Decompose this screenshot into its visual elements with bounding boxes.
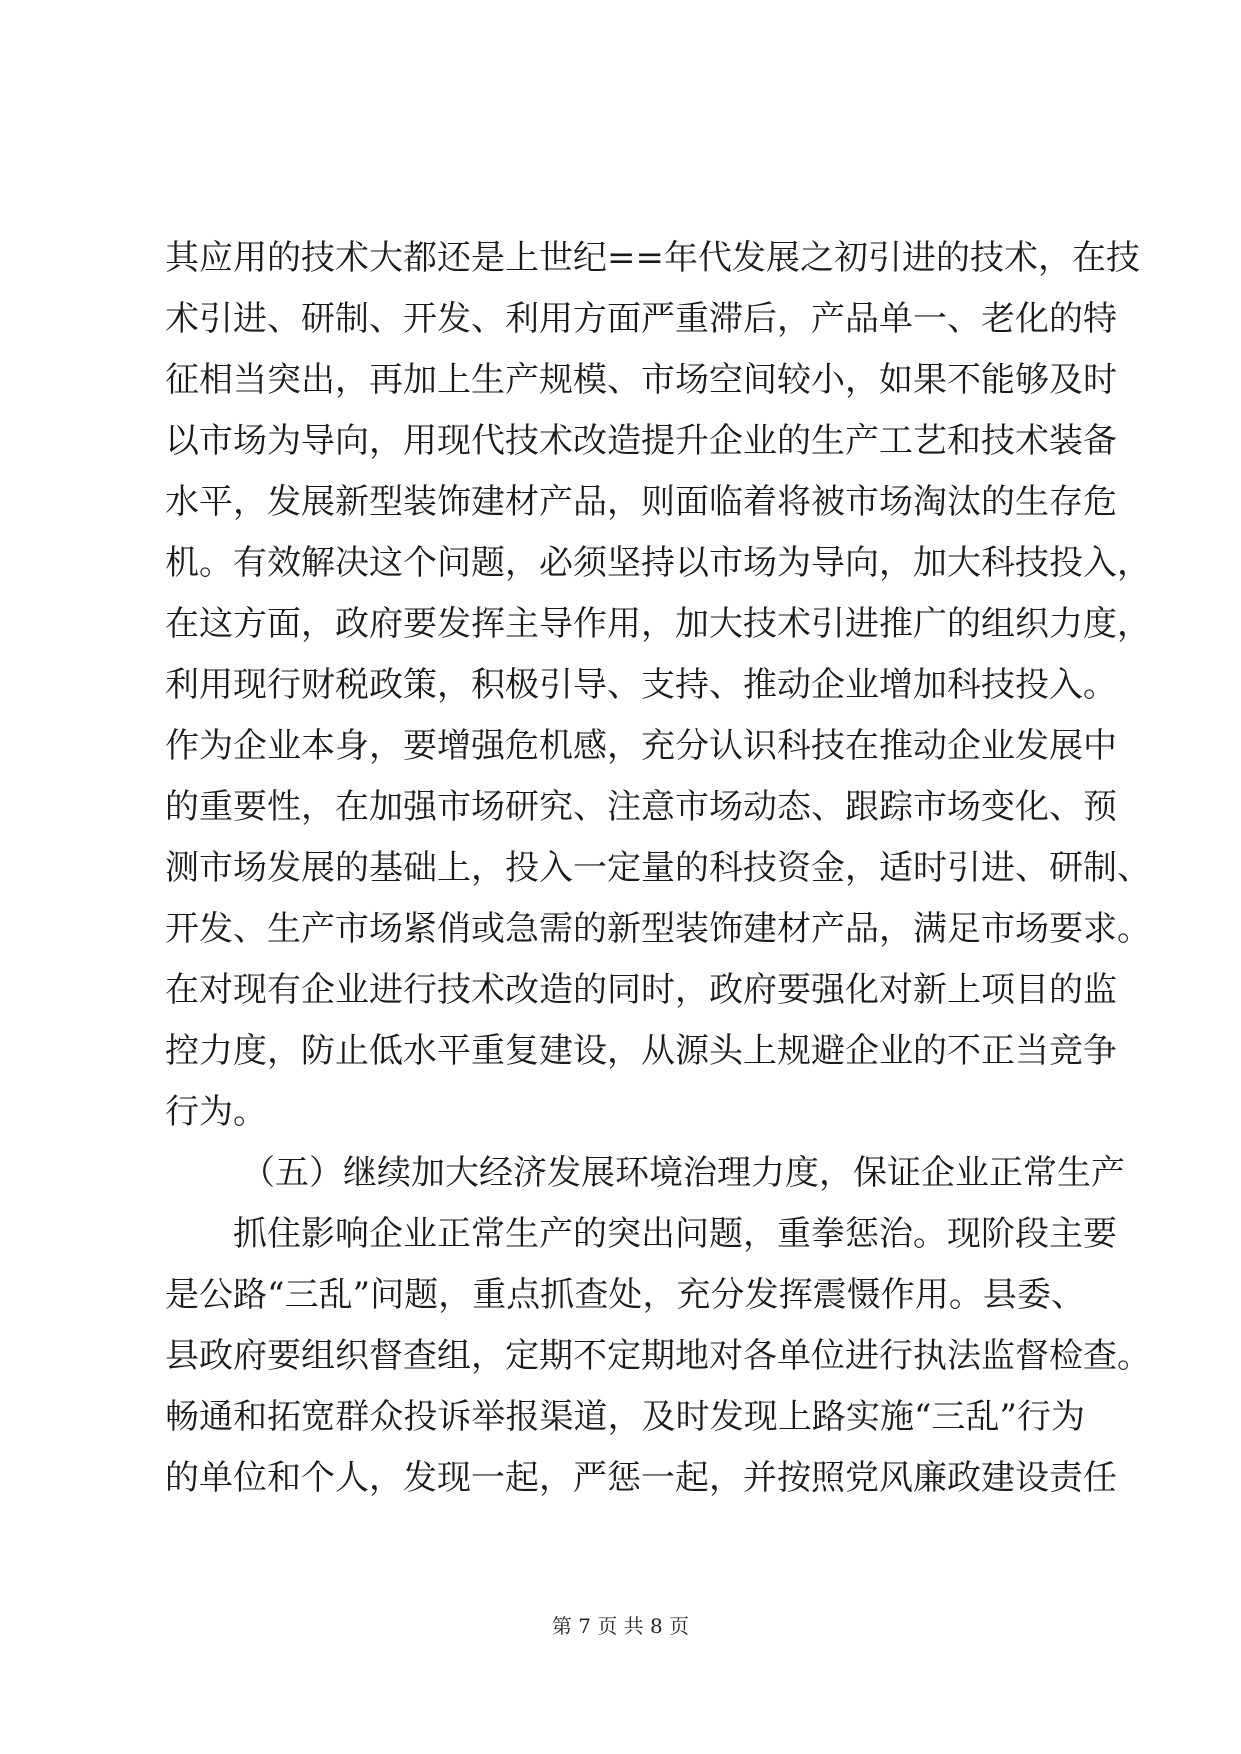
text-line: 开发、生产市场紧俏或急需的新型装饰建材产品，满足市场要求。 — [165, 909, 1151, 949]
text-line: 术引进、研制、开发、利用方面严重滞后，产品单一、老化的特 — [165, 299, 1117, 339]
text-line: 的重要性，在加强市场研究、注意市场动态、跟踪市场变化、预 — [165, 787, 1117, 827]
text-line: 畅通和拓宽群众投诉举报渠道，及时发现上路实施“三乱”行为 — [165, 1397, 1085, 1437]
text-line: 在对现有企业进行技术改造的同时，政府要强化对新上项目的监 — [165, 970, 1117, 1010]
paragraph-2 — [165, 1204, 1151, 1509]
text-line: 征相当突出，再加上生产规模、市场空间较小，如果不能够及时 — [165, 360, 1117, 400]
text-line: 在这方面，政府要发挥主导作用，加大技术引进推广的组织力度， — [165, 604, 1151, 644]
text-line: 以市场为导向，用现代技术改造提升企业的生产工艺和技术装备 — [165, 421, 1117, 461]
text-line: 是公路“三乱”问题，重点抓查处，充分发挥震慑作用。县委、 — [165, 1275, 1085, 1315]
text-line: 测市场发展的基础上，投入一定量的科技资金，适时引进、研制、 — [165, 848, 1151, 888]
text-line: 控力度，防止低水平重复建设，从源头上规避企业的不正当竞争 — [165, 1031, 1117, 1071]
text-line: 行为。 — [165, 1092, 267, 1132]
text-line: 其应用的技术大都还是上世纪==年代发展之初引进的技术，在技 — [165, 238, 1140, 278]
text-line: 机。有效解决这个问题，必须坚持以市场为导向，加大科技投入， — [165, 543, 1151, 583]
paragraph-1 — [165, 228, 1151, 1143]
section-heading — [165, 1143, 1125, 1204]
text-line: 作为企业本身，要增强危机感，充分认识科技在推动企业发展中 — [165, 726, 1117, 766]
text-line: 利用现行财税政策，积极引导、支持、推动企业增加科技投入。 — [165, 665, 1117, 705]
section-heading-5: （五）继续加大经济发展环境治理力度，保证企业正常生产 — [241, 1153, 1125, 1193]
text-line: 的单位和个人，发现一起，严惩一起，并按照党风廉政建设责任 — [165, 1458, 1117, 1498]
document-body — [165, 228, 1151, 1509]
text-line: 县政府要组织督查组，定期不定期地对各单位进行执法监督检查。 — [165, 1336, 1151, 1376]
page-footer — [0, 1612, 1241, 1640]
text-line: 水平，发展新型装饰建材产品，则面临着将被市场淘汰的生存危 — [165, 482, 1117, 522]
page-number: 第 7 页 共 8 页 — [551, 1614, 690, 1638]
text-line: 抓住影响企业正常生产的突出问题，重拳惩治。现阶段主要 — [233, 1214, 1117, 1254]
